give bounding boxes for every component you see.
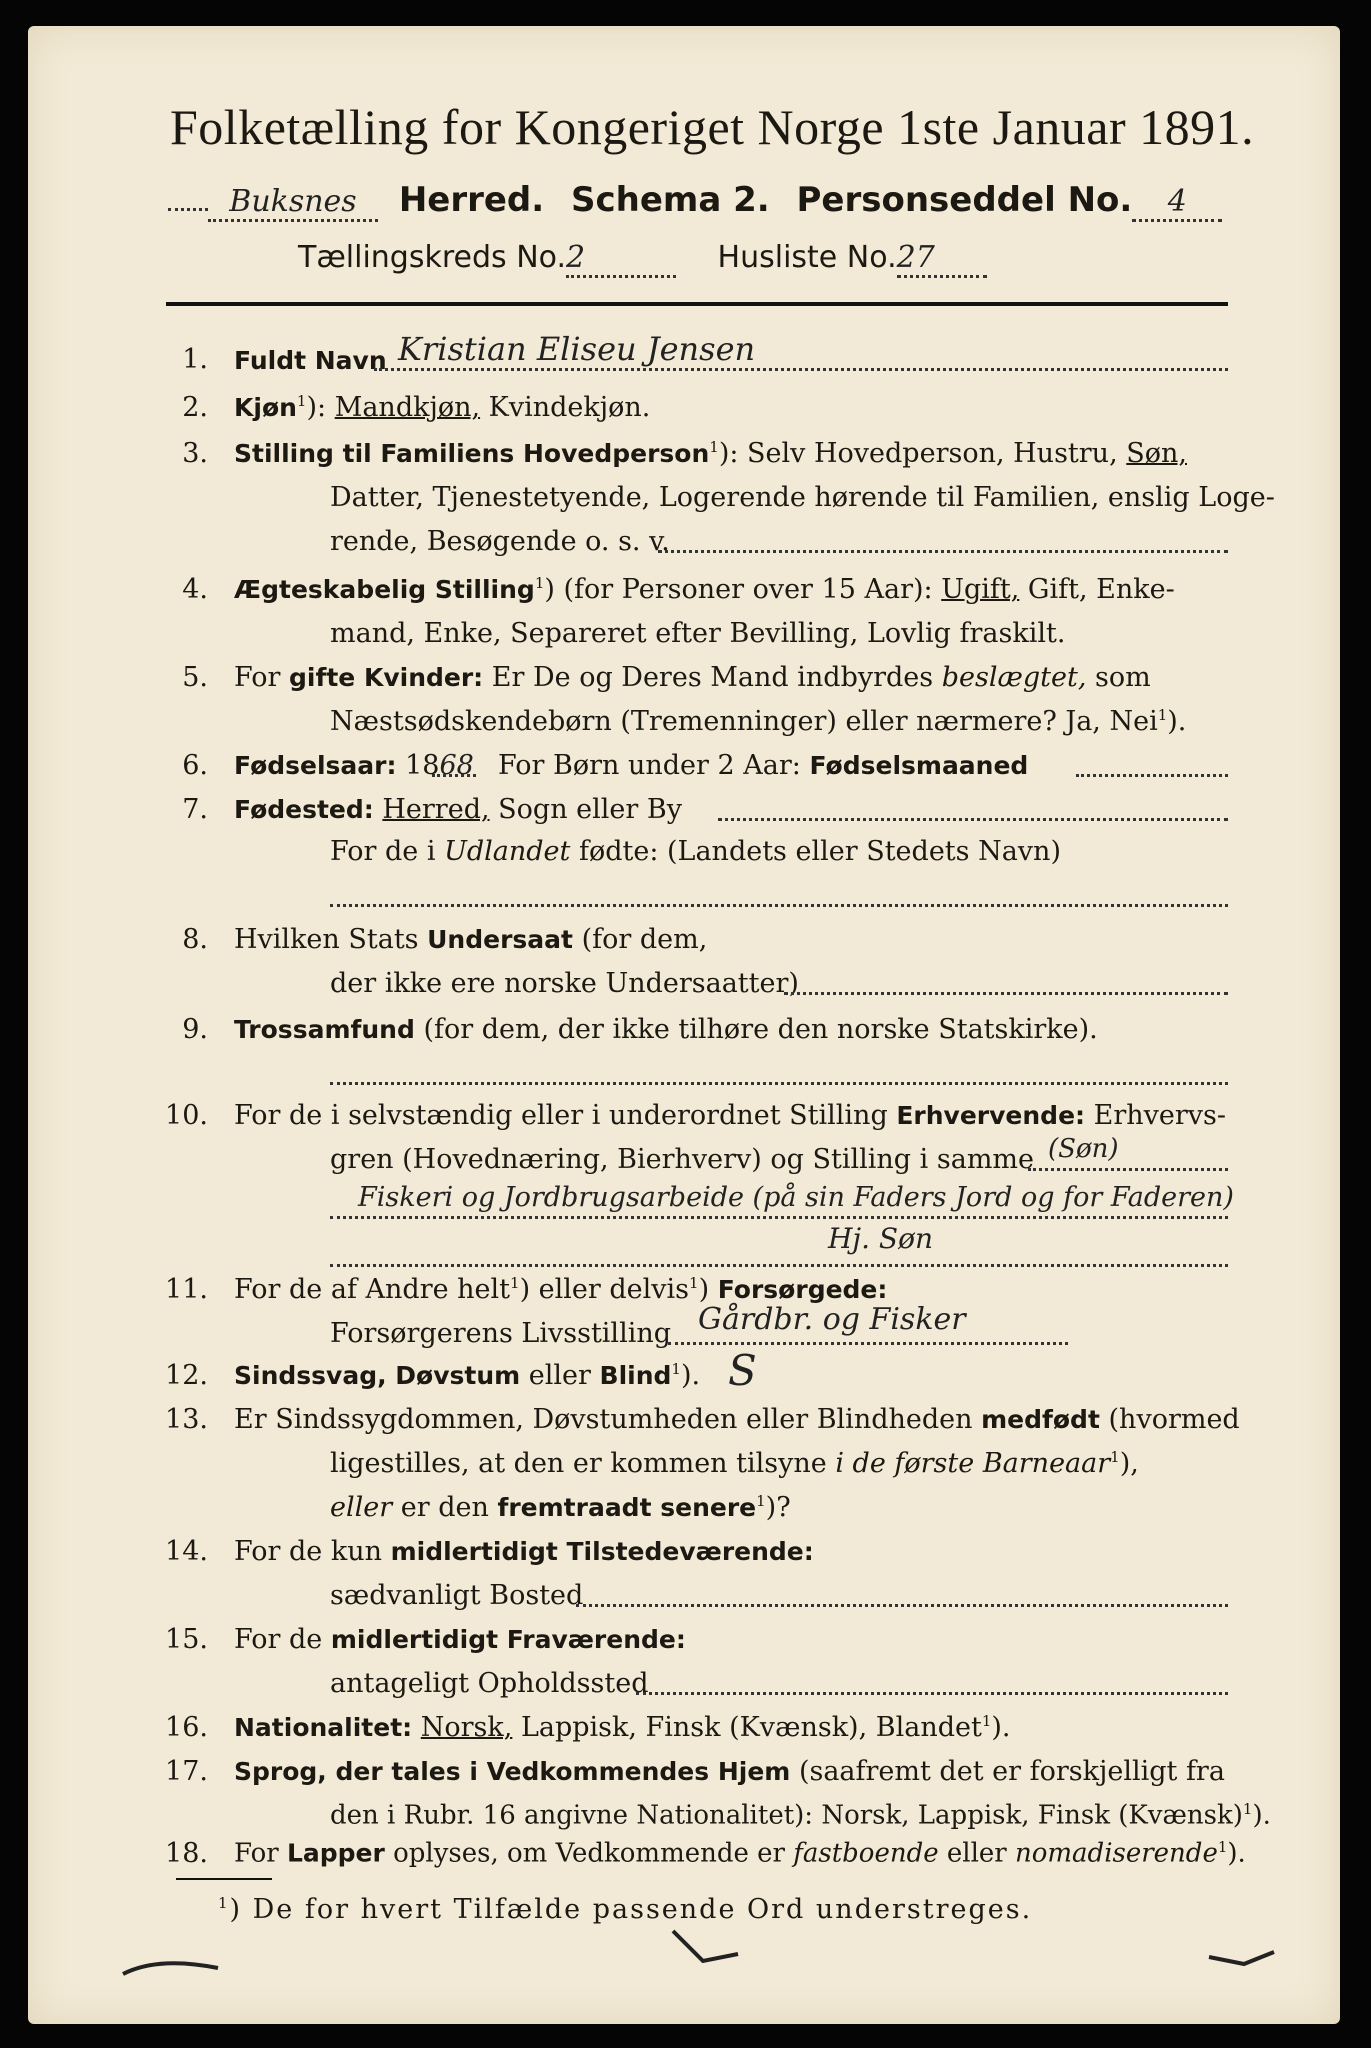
birth-year-value[interactable]: 68 <box>439 750 474 781</box>
footnote-rule <box>176 1878 272 1880</box>
disability-mark[interactable]: S <box>728 1346 757 1395</box>
occupation-hw-3[interactable]: Hj. Søn <box>828 1222 933 1255</box>
footnote: $^1$) De for hvert Tilfælde passende Ord understreges. <box>218 1894 1033 1925</box>
census-form-sheet: Folketælling for Kongeriget Norge 1ste Januar 1891. Buksnes Herred. Schema 2. Personseddel No. 4 Tællingskreds No.2 Husliste No.27 1. Fuldt Navn Kristian Eliseu Jensen 2. Kjøn$^1$): Mandkjøn, Kvindekjøn. 3. Stilling til Familiens Hovedperson$^1$): Selv Hovedperson, Hustru, Søn, Datter, Tjenestetyende, Logerende hørende til Familien, enslig Loge- rende, Besøgende o. s. v. 4. Ægteskabelig Stilling$^1$) (for Personer over 15 Aar): Ugift, Gift, Enke- mand, Enke, Separeret efter Bevilling, Lovlig fraskilt. 5. For gifte Kvinder: Er De og Deres Mand indbyrdes beslægtet, som Næstsødskendebørn (Tremenninger) eller nærmere? Ja, Nei$^1$). 6. Fødselsaar: 1868 For Børn under 2 Aar: Fødselsmaaned 7. Fødested: Herred, Sogn eller By For de i Udlandet fødte: (Landets eller Stedets Navn) 8. Hvilken Stats Undersaat (for dem, der ikke ere norske Undersaatter) 9. Trossamfund (for dem, der ikke tilhøre den norske Statskirke). 10. For de i selvstændig eller i underordnet Stilling Erhvervende: Erhvervs- gren (Hovednæring, Bierhverv) og Stilling i samme (Søn) Fiskeri og Jordbrugsarbeide (på sin Faders Jord og for Faderen) Hj. Søn 11. For de af Andre helt$^1$) eller delvis$^1$) Forsørgede: Forsørgerens Livsstilling Gårdbr. og Fisker 12. Sindssvag, Døvstum eller Blind$^1$). S 13. Er Sindssygdommen, Døvstumheden eller Blindheden medfødt (hvormed ligestilles, at den er kommen tilsyne i de første Barneaar$^1$), eller er den fremtraadt senere$^1$)? 14. For de kun midlertidigt Tilstedeværende: sædvanligt Bosted 15. For de midlertidigt Fraværende: antageligt Opholdssted 16. Nationalitet: Norsk, Lappisk, Finsk (Kvænsk), Blandet$^1$). 17. Sprog, der tales i Vedkommendes Hjem (saafremt det er forskjelligt fra den i Rubr. 16 angivne Nationalitet): Norsk, Lappisk, Finsk (Kvænsk)$^1$). 18. For Lapper oplyses, om Vedkommende er fastboende eller nomadiserende$^1$). $^1$) De for hvert Tilfælde passende Ord understreges. <box>28 26 1340 2024</box>
husliste-value[interactable]: 27 <box>897 240 987 278</box>
sex-mandkjon[interactable]: Mandkjøn, <box>334 392 481 423</box>
full-name-value[interactable]: Kristian Eliseu Jensen <box>398 330 756 368</box>
provider-occupation-value[interactable]: Gårdbr. og Fisker <box>698 1302 966 1337</box>
husliste-label: Husliste No. <box>717 240 897 275</box>
personseddel-value[interactable]: 4 <box>1132 184 1222 222</box>
kreds-value[interactable]: 2 <box>566 240 676 278</box>
header-rule <box>166 302 1228 306</box>
herred-value[interactable]: Buksnes <box>208 184 378 222</box>
personseddel-label: Personseddel No. <box>796 180 1133 220</box>
marital-ugift[interactable]: Ugift, <box>941 574 1020 605</box>
herred-label: Herred. <box>398 180 545 220</box>
role-son[interactable]: Søn, <box>1126 438 1187 469</box>
herred-line <box>168 178 1222 222</box>
sex-kvindekjon[interactable]: Kvindekjøn. <box>488 392 651 423</box>
ink-mark-center <box>668 1926 748 1976</box>
occupation-hw-1[interactable]: (Søn) <box>1048 1134 1119 1164</box>
form-title: Folketælling for Kongeriget Norge 1ste Januar 1891. <box>170 99 1255 155</box>
kreds-line <box>298 240 987 278</box>
ink-mark-left <box>118 1946 228 1986</box>
ink-mark-right <box>1204 1942 1284 1982</box>
birthplace-herred[interactable]: Herred, <box>382 794 490 825</box>
occupation-hw-2[interactable]: Fiskeri og Jordbrugsarbeide (på sin Faders Jord og for Faderen) <box>358 1182 1234 1213</box>
nationality-norsk[interactable]: Norsk, <box>420 1712 513 1743</box>
kreds-label: Tællingskreds No. <box>298 240 566 275</box>
schema-label: Schema 2. <box>571 180 770 220</box>
